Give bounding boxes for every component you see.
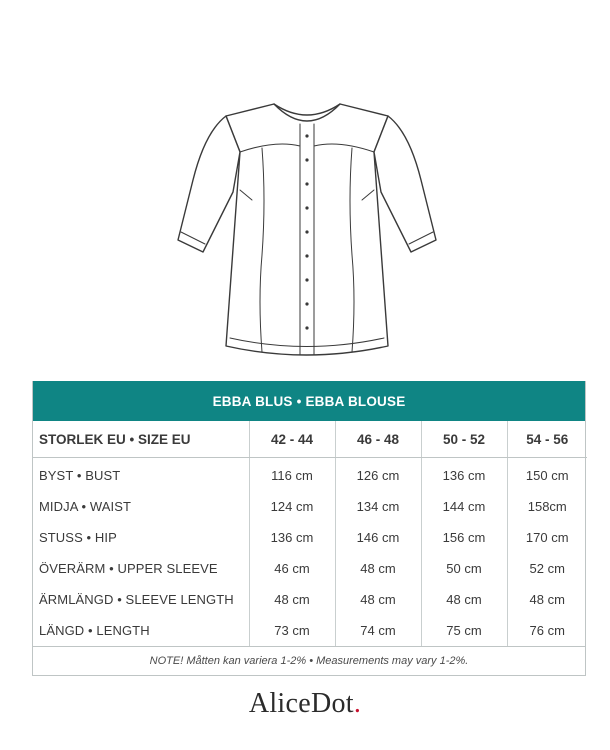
cell-value: 136 cm xyxy=(249,522,335,553)
cell-value: 48 cm xyxy=(421,584,507,615)
size-header-54-56: 54 - 56 xyxy=(507,421,587,458)
cell-value: 156 cm xyxy=(421,522,507,553)
table-row xyxy=(33,491,587,522)
row-label: ÄRMLÄNGD • SLEEVE LENGTH xyxy=(33,584,249,615)
cell-value: 116 cm xyxy=(249,458,335,492)
cell-value: 136 cm xyxy=(421,458,507,492)
size-header-label: STORLEK EU • SIZE EU xyxy=(33,421,249,458)
header-row xyxy=(33,421,587,458)
cell-value: 48 cm xyxy=(249,584,335,615)
size-header-42-44: 42 - 44 xyxy=(249,421,335,458)
cell-value: 124 cm xyxy=(249,491,335,522)
cell-value: 74 cm xyxy=(335,615,421,646)
row-label: LÄNGD • LENGTH xyxy=(33,615,249,646)
table-title: EBBA BLUS • EBBA BLOUSE xyxy=(33,381,585,421)
size-header-46-48: 46 - 48 xyxy=(335,421,421,458)
table-row xyxy=(33,584,587,615)
cell-value: 48 cm xyxy=(529,592,565,607)
cell-value: 52 cm xyxy=(529,561,565,576)
table-row xyxy=(33,458,587,492)
cell-value: 158cm xyxy=(527,499,567,514)
cell-value: 134 cm xyxy=(335,491,421,522)
logo-dot: . xyxy=(353,688,362,719)
cell-value: 150 cm xyxy=(525,468,569,483)
row-label: STUSS • HIP xyxy=(33,522,249,553)
size-grid xyxy=(33,421,587,646)
cell-value: 50 cm xyxy=(421,553,507,584)
cell-value: 126 cm xyxy=(335,458,421,492)
cell-value: 48 cm xyxy=(335,553,421,584)
size-chart-table xyxy=(32,381,586,676)
cell-value: 76 cm xyxy=(529,623,565,638)
measurement-note: NOTE! Måtten kan variera 1-2% • Measurements may vary 1-2%. xyxy=(33,646,585,675)
cell-value: 46 cm xyxy=(249,553,335,584)
cell-value: 144 cm xyxy=(421,491,507,522)
row-label: BYST • BUST xyxy=(33,458,249,492)
brand-logo xyxy=(0,688,610,720)
table-row xyxy=(33,615,587,646)
cell-value: 75 cm xyxy=(421,615,507,646)
row-label: ÖVERÄRM • UPPER SLEEVE xyxy=(33,553,249,584)
table-row xyxy=(33,553,587,584)
logo-text: AliceDot xyxy=(248,688,354,719)
size-header-50-52: 50 - 52 xyxy=(421,421,507,458)
cell-value: 146 cm xyxy=(335,522,421,553)
cell-value: 170 cm xyxy=(525,530,569,545)
cell-value: 48 cm xyxy=(335,584,421,615)
row-label: MIDJA • WAIST xyxy=(33,491,249,522)
table-row xyxy=(33,522,587,553)
cell-value: 73 cm xyxy=(249,615,335,646)
